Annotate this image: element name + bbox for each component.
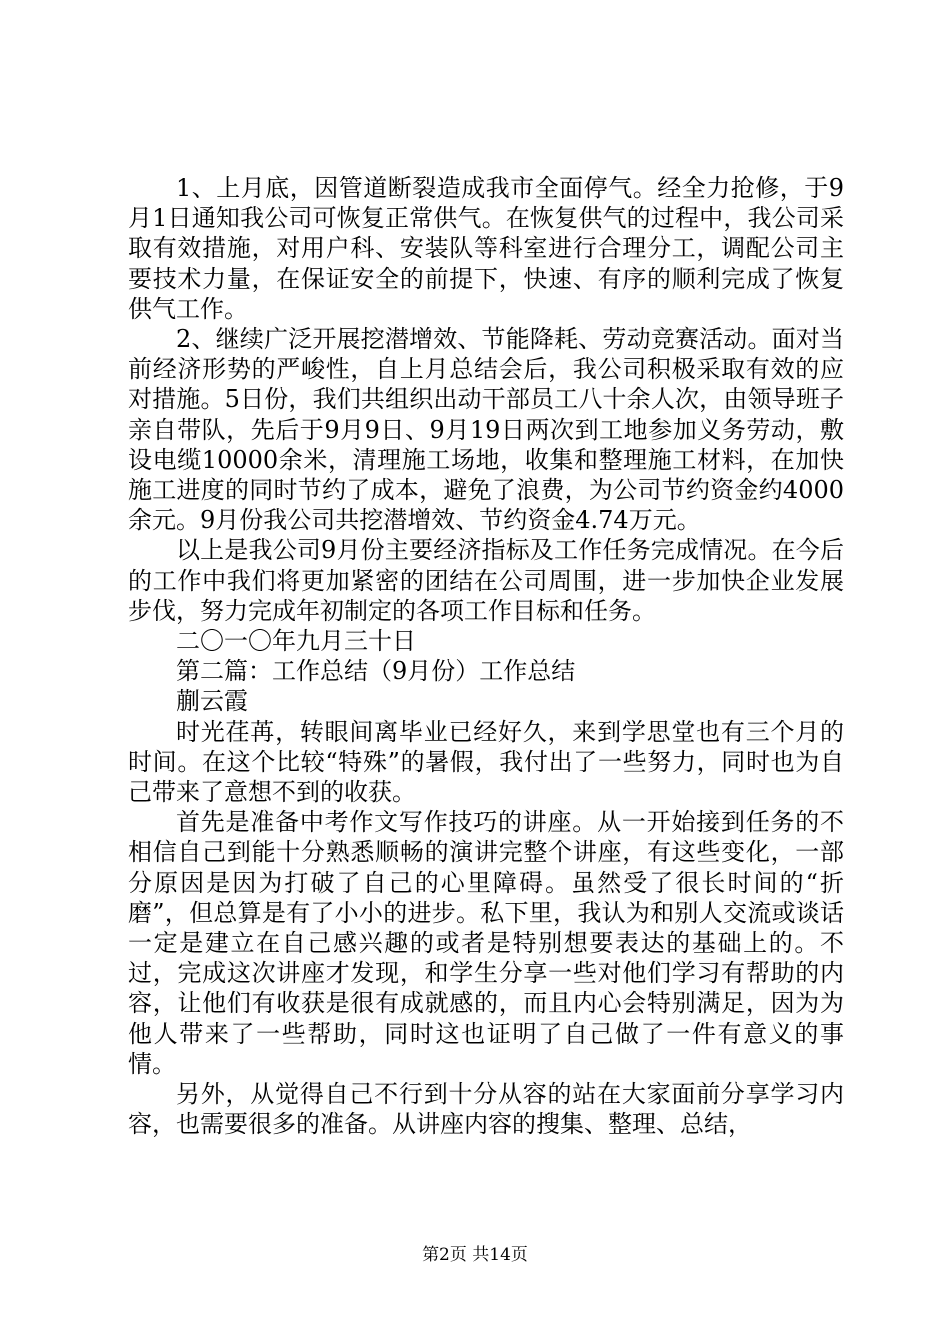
- date-line: 二〇一〇年九月三十日: [176, 627, 416, 656]
- page-number: 第2页 共14页: [422, 1245, 528, 1265]
- paragraph-2: 2、继续广泛开展挖潜增效、节能降耗、劳动竞赛活动。面对当前经济形势的严峻性，自上月总结会后，我公司积极采取有效的应对措施。5日份，我们共组织出动干部员工八十余人次，由领导班子亲自带队，先后于9月9日、9月19日两次到工地参加义务劳动，敷设电缆10000余米，清理施工场地，收集和整理施工材料，在加快施工进度的同时节约了成本，避免了浪费，为公司节约资金约4000余元。9月份我公司共挖潜增效、节约资金4.74万元。: [128, 325, 844, 535]
- paragraph-3: 以上是我公司9月份主要经济指标及工作任务完成情况。在今后的工作中我们将更加紧密的团结在公司周围，进一步加快企业发展步伐，努力完成年初制定的各项工作目标和任务。: [128, 536, 844, 625]
- paragraph-4: 时光荏苒，转眼间离毕业已经好久，来到学思堂也有三个月的时间。在这个比较“特殊”的暑假，我付出了一些努力，同时也为自己带来了意想不到的收获。: [128, 717, 844, 807]
- section-title: 第二篇：工作总结（9月份）工作总结: [176, 657, 576, 686]
- paragraph-5: 首先是准备中考作文写作技巧的讲座。从一开始接到任务的不相信自己到能十分熟悉顺畅的演讲完整个讲座，有这些变化，一部分原因是因为打破了自己的心里障碍。虽然受了很长时间的“折磨”，但总算是有了小小的进步。私下里，我认为和别人交流或谈话一定是建立在自己感兴趣的或者是特别想要表达的基础上的。不过，完成这次讲座才发现，和学生分享一些对他们学习有帮助的内容，让他们有收获是很有成就感的，而且内心会特别满足，因为为他人带来了一些帮助，同时这也证明了自己做了一件有意义的事情。: [128, 808, 844, 1078]
- paragraph-6: 另外，从觉得自己不行到十分从容的站在大家面前分享学习内容，也需要很多的准备。从讲座内容的搜集、整理、总结，: [128, 1080, 844, 1139]
- paragraph-1: 1、上月底，因管道断裂造成我市全面停气。经全力抢修，于9月1日通知我公司可恢复正常供气。在恢复供气的过程中，我公司采取有效措施，对用户科、安装队等科室进行合理分工，调配公司主要技术力量，在保证安全的前提下，快速、有序的顺利完成了恢复供气工作。: [128, 174, 844, 323]
- document-body: [128, 173, 844, 1140]
- author-name: 蒯云霞: [176, 687, 248, 716]
